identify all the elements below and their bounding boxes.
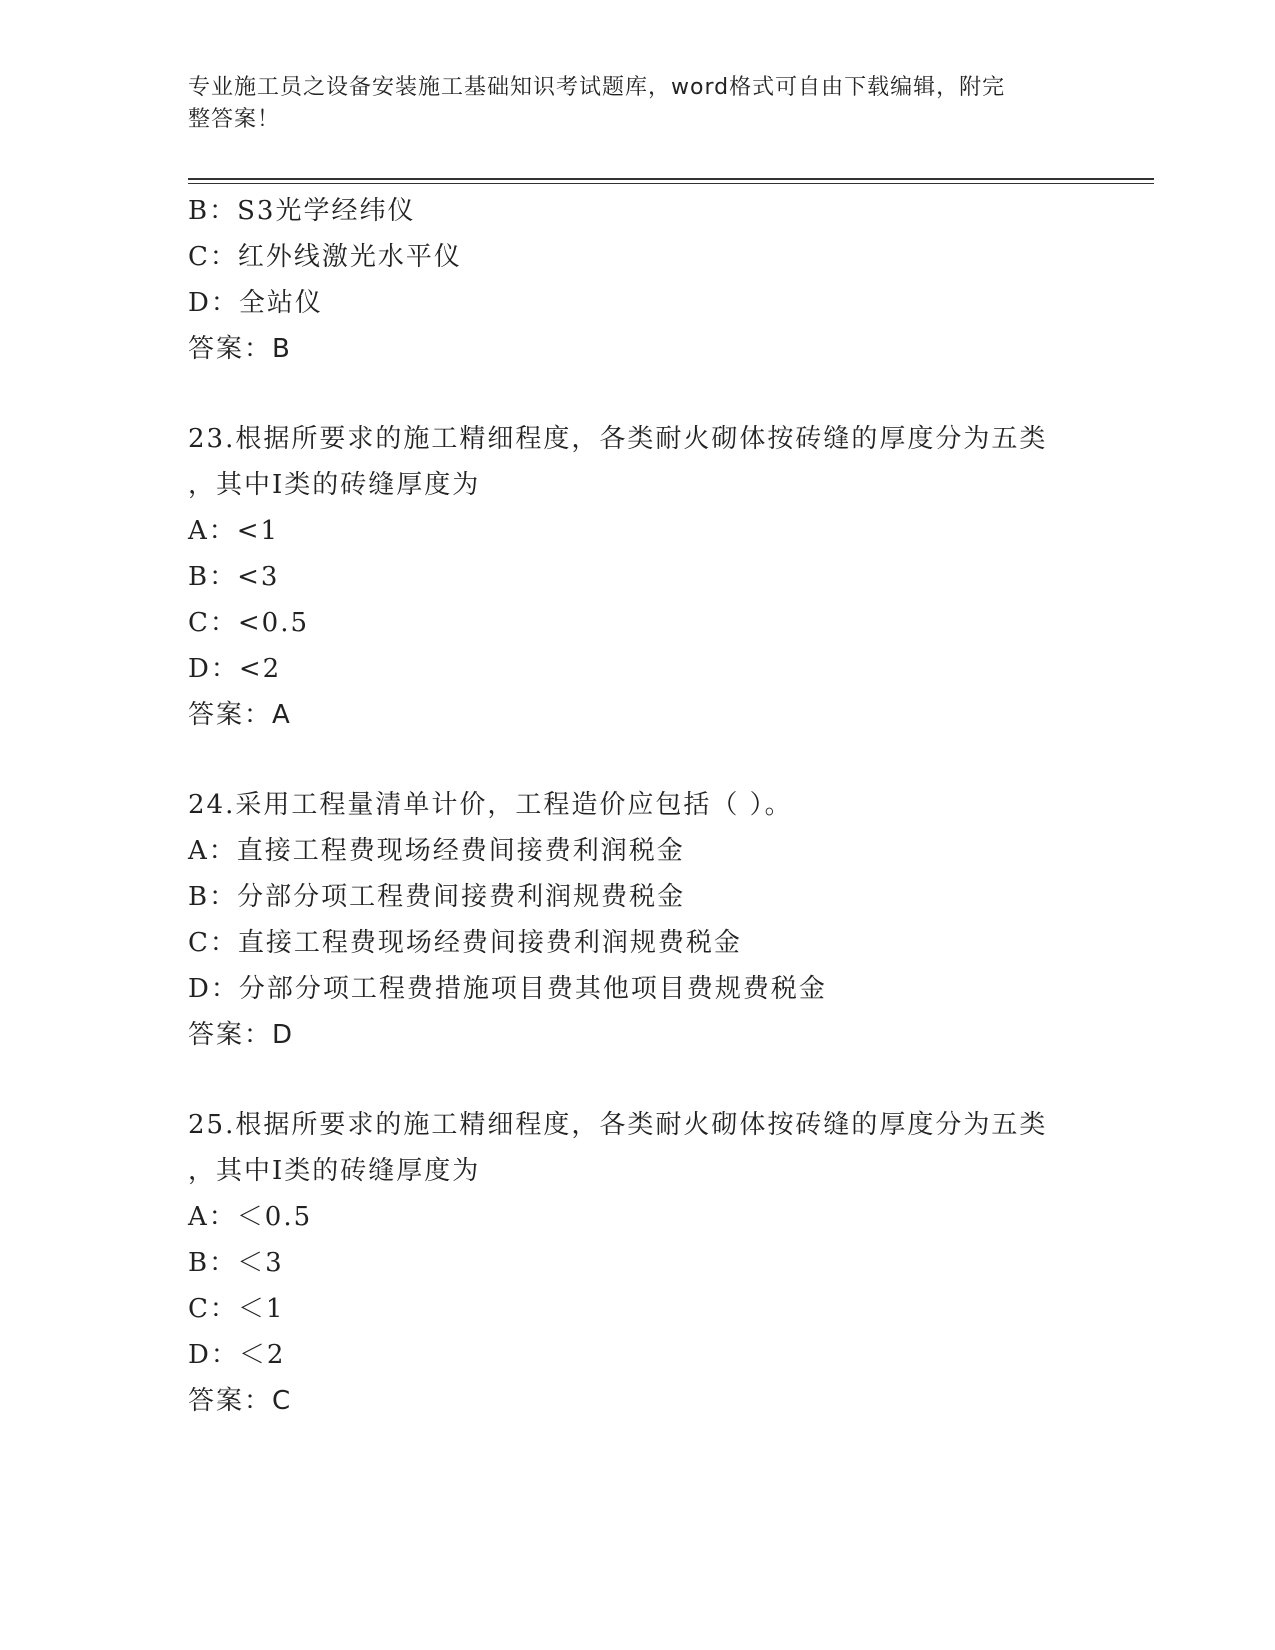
option-b: B：S3光学经纬仪 xyxy=(188,196,416,226)
header-line-2: 整答案！ xyxy=(188,107,281,132)
header-divider-thin xyxy=(188,183,1154,184)
question-block-24 xyxy=(188,782,1088,1058)
answer-line: 答案：C xyxy=(188,1386,293,1416)
question-text-line-2: ，其中Ⅰ类的砖缝厚度为 xyxy=(188,470,481,500)
question-text-line-1: 25.根据所要求的施工精细程度，各类耐火砌体按砖缝的厚度分为五类 xyxy=(188,1110,1048,1140)
option-a: A：<1 xyxy=(188,516,280,546)
option-d: D：＜2 xyxy=(188,1340,286,1370)
option-d: D：分部分项工程费措施项目费其他项目费规费税金 xyxy=(188,974,827,1004)
question-text-line-1: 23.根据所要求的施工精细程度，各类耐火砌体按砖缝的厚度分为五类 xyxy=(188,424,1048,454)
answer-line: 答案：B xyxy=(188,334,292,364)
option-d: D：全站仪 xyxy=(188,288,323,318)
question-block-23 xyxy=(188,416,1088,738)
document-body xyxy=(188,188,1088,1424)
document-header xyxy=(188,72,1068,136)
option-b: B：分部分项工程费间接费利润规费税金 xyxy=(188,882,686,912)
option-b: B：<3 xyxy=(188,562,280,592)
answer-line: 答案：D xyxy=(188,1020,295,1050)
question-text-line-1: 24.采用工程量清单计价，工程造价应包括（ ）。 xyxy=(188,790,793,820)
header-divider-thick xyxy=(188,178,1154,180)
header-line-1: 专业施工员之设备安装施工基础知识考试题库，word格式可自由下载编辑，附完 xyxy=(188,75,1006,100)
question-block-25 xyxy=(188,1102,1088,1424)
option-c: C：＜1 xyxy=(188,1294,285,1324)
question-text-line-2: ，其中Ⅰ类的砖缝厚度为 xyxy=(188,1156,481,1186)
option-a: A：＜0.5 xyxy=(188,1202,313,1232)
option-b: B：＜3 xyxy=(188,1248,284,1278)
question-block-22 xyxy=(188,188,1088,372)
option-d: D：<2 xyxy=(188,654,282,684)
answer-line: 答案：A xyxy=(188,700,292,730)
option-a: A：直接工程费现场经费间接费利润税金 xyxy=(188,836,685,866)
option-c: C：直接工程费现场经费间接费利润规费税金 xyxy=(188,928,742,958)
option-c: C：红外线激光水平仪 xyxy=(188,242,462,272)
option-c: C：<0.5 xyxy=(188,608,310,638)
